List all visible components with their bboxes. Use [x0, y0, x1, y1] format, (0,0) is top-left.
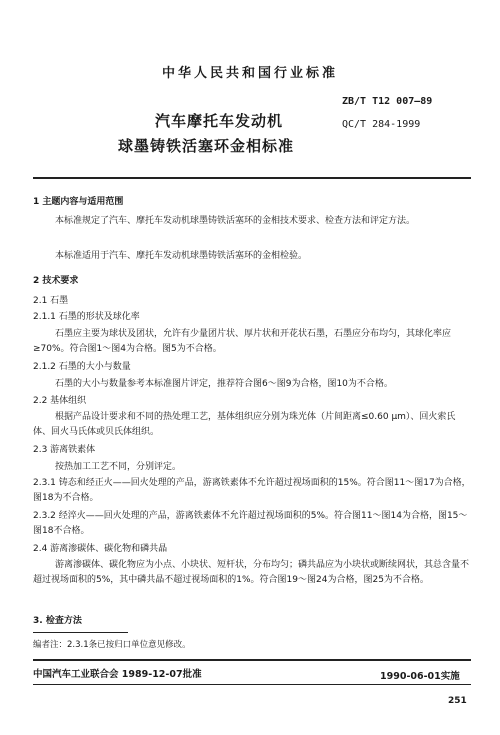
- section-2-2-paragraph: 根据产品设计要求和不同的热处理工艺，基体组织应分别为珠光体（片间距离≤0.60 μm）、回火索氏体、回火马氏体或贝氏体组织。: [33, 412, 456, 437]
- standard-header: 中华人民共和国行业标准: [161, 66, 338, 81]
- section-1-paragraph-1: 本标准规定了汽车、摩托车发动机球墨铸铁活塞环的金相技术要求、检查方法和评定方法。: [55, 216, 416, 226]
- section-1-heading: 1 主题内容与适用范围: [33, 197, 124, 207]
- section-2-heading: 2 技术要求: [33, 276, 79, 286]
- section-2-1-1-paragraph: 石墨应主要为球状及团状，允许有少量团片状、厚片状和开花状石墨，石墨应分布均匀，其球化率应≥70%。符合图1～图4为合格。图5为不合格。: [33, 329, 452, 354]
- approval-info: 中国汽车工业联合会 1989-12-07批准: [33, 669, 202, 680]
- section-3-heading: 3. 检查方法: [33, 616, 82, 626]
- standard-code-zb: ZB/T T12 007—89: [342, 96, 433, 107]
- footnote-divider: [33, 632, 128, 633]
- document-title-line2: 球墨铸铁活塞环金相标准: [118, 137, 295, 155]
- section-2-4-paragraph: 游离渗碳体、碳化物应为小点、小块状、短杆状，分布均匀；磷共晶应为小块状或断续网状，其总含量不超过视场面积的5%，其中磷共晶不超过视场面积的1%。符合图19～图24为合格，图25为不合格。: [33, 560, 470, 585]
- section-2-4-heading: 2.4 游离渗碳体、碳化物和磷共晶: [33, 544, 168, 554]
- section-2-3-1-paragraph: 2.3.1 铸态和经正火——回火处理的产品，游离铁素体不允许超过视场面积的15%。符合图11～图17为合格，图18为不合格。: [33, 478, 471, 503]
- section-1-paragraph-2: 本标准适用于汽车、摩托车发动机球墨铸铁活塞环的金相检验。: [55, 251, 308, 261]
- page-number: 251: [448, 696, 467, 706]
- document-title-line1: 汽车摩托车发动机: [155, 112, 284, 130]
- footer-bottom-rule: [33, 684, 471, 685]
- standard-code-qc: QC/T 284-1999: [342, 119, 421, 130]
- section-2-1-heading: 2.1 石墨: [33, 296, 69, 306]
- editor-footnote: 编者注：2.3.1条已按归口单位意见修改。: [33, 640, 191, 650]
- implementation-date: 1990-06-01实施: [380, 671, 460, 682]
- footer-divider: [33, 659, 471, 661]
- section-2-2-heading: 2.2 基体组织: [33, 396, 87, 406]
- section-2-3-heading: 2.3 游离铁素体: [33, 445, 96, 455]
- section-2-1-1-heading: 2.1.1 石墨的形状及球化率: [33, 312, 140, 322]
- title-divider: [33, 177, 471, 179]
- section-2-1-2-paragraph: 石墨的大小与数量参考本标准图片评定，推荐符合图6～图9为合格，图10为不合格。: [55, 379, 393, 389]
- section-2-3-paragraph: 按热加工工艺不同，分别评定。: [55, 462, 182, 472]
- section-2-1-2-heading: 2.1.2 石墨的大小与数量: [33, 362, 131, 372]
- section-2-3-2-paragraph: 2.3.2 经淬火——回火处理的产品，游离铁素体不允许超过视场面积的5%。符合图11～图14为合格，图15～图18不合格。: [33, 511, 468, 536]
